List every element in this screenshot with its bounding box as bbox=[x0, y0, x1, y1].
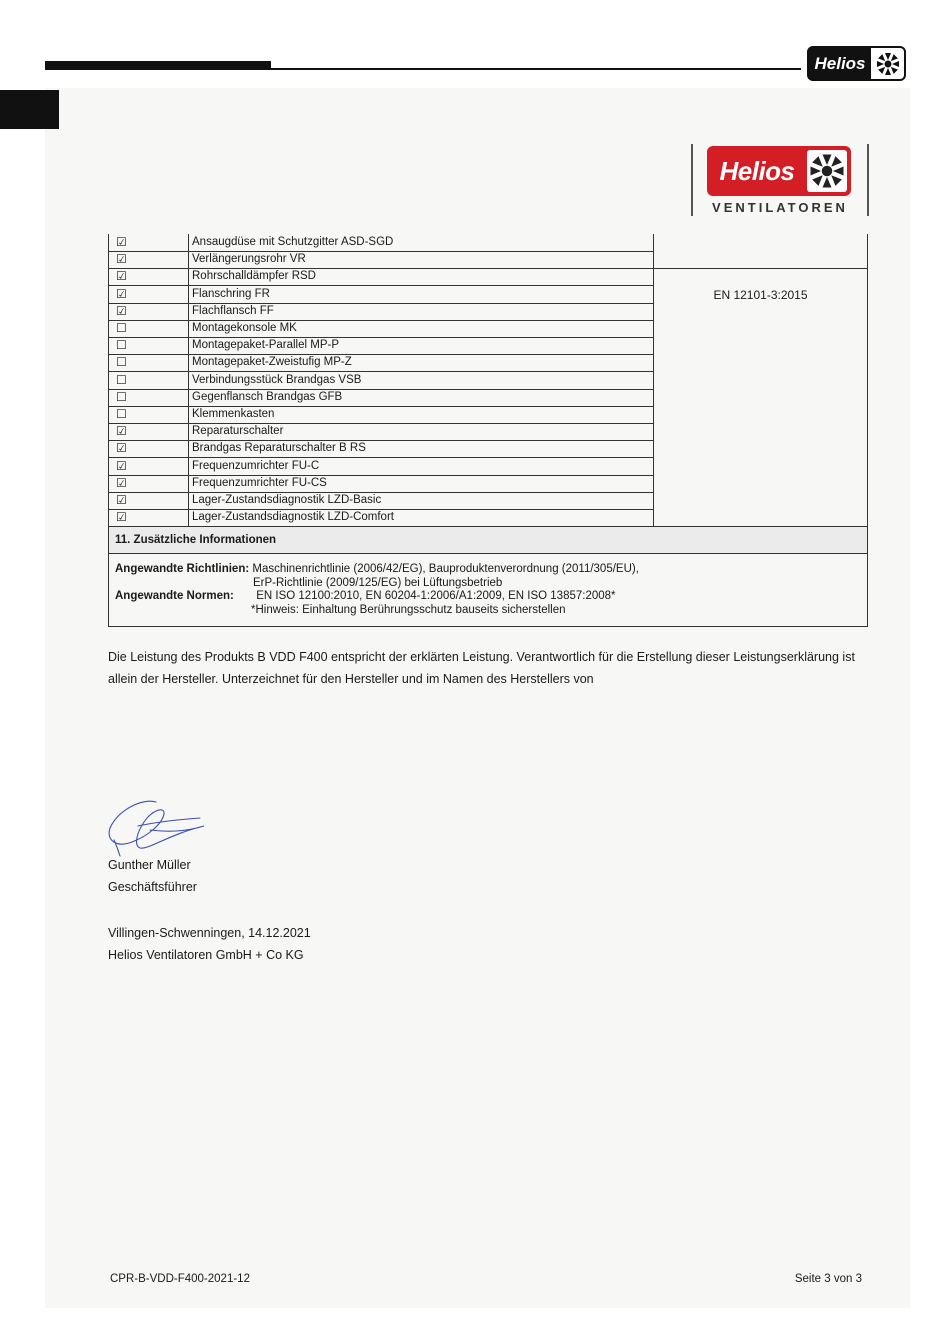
unchecked-box-icon: ☐ bbox=[116, 372, 127, 387]
additional-info bbox=[115, 563, 639, 617]
company-name: Helios Ventilatoren GmbH + Co KG bbox=[108, 948, 304, 962]
accessory-label: Lager-Zustandsdiagnostik LZD-Comfort bbox=[192, 511, 394, 524]
accessory-row bbox=[109, 234, 653, 252]
declaration-line-1: Die Leistung des Produkts B VDD F400 entspricht der erklärten Leistung. Verantwortlich für die Erstellung dieser Leistungserklärung ist bbox=[108, 650, 855, 664]
fan-icon bbox=[807, 150, 847, 192]
accessory-row bbox=[109, 303, 653, 321]
checked-box-icon: ☑ bbox=[116, 424, 127, 439]
fan-icon bbox=[871, 48, 904, 79]
norm-reference: EN 12101-3:2015 bbox=[713, 288, 808, 302]
checked-box-icon: ☑ bbox=[116, 235, 127, 249]
place-date: Villingen-Schwenningen, 14.12.2021 bbox=[108, 926, 311, 940]
accessory-row bbox=[109, 286, 653, 304]
accessory-label: Reparaturschalter bbox=[192, 425, 284, 438]
accessory-label: Klemmenkasten bbox=[192, 408, 275, 420]
checked-box-icon: ☑ bbox=[116, 286, 127, 301]
accessory-row bbox=[109, 354, 653, 372]
checked-box-icon: ☑ bbox=[116, 458, 127, 473]
accessory-label: Flachflansch FF bbox=[192, 304, 274, 317]
accessory-label: Montagepaket-Zweistufig MP-Z bbox=[192, 356, 352, 369]
unchecked-box-icon: ☐ bbox=[116, 407, 127, 421]
accessory-label: Frequenzumrichter FU-C bbox=[192, 459, 320, 472]
logo-subtitle: VENTILATOREN bbox=[712, 200, 848, 215]
header-rule-thick bbox=[45, 61, 271, 70]
accessory-row bbox=[109, 251, 653, 269]
normen-text: EN ISO 12100:2010, EN 60204-1:2006/A1:2009, EN ISO 13857:2008* bbox=[256, 590, 616, 602]
logo-wordmark: Helios bbox=[719, 155, 795, 186]
accessory-label: Gegenflansch Brandgas GFB bbox=[192, 390, 343, 403]
normen-note: *Hinweis: Einhaltung Berührungsschutz bauseits sicherstellen bbox=[251, 603, 566, 616]
accessory-row bbox=[109, 372, 653, 390]
accessory-row bbox=[109, 389, 653, 407]
accessories-table bbox=[108, 234, 868, 627]
helios-logo-large bbox=[691, 144, 869, 216]
accessory-label: Verlängerungsrohr VR bbox=[192, 253, 306, 266]
signer-name: Gunther Müller bbox=[108, 858, 191, 872]
section-title: 11. Zusätzliche Informationen bbox=[115, 534, 277, 546]
signer-role: Geschäftsführer bbox=[108, 880, 197, 894]
side-tab bbox=[0, 90, 59, 129]
accessory-row bbox=[109, 423, 653, 441]
checked-box-icon: ☑ bbox=[116, 441, 127, 456]
document-id: CPR-B-VDD-F400-2021-12 bbox=[110, 1273, 250, 1285]
accessory-row bbox=[109, 509, 653, 527]
accessory-label: Verbindungsstück Brandgas VSB bbox=[192, 373, 362, 386]
richtlinien-text: Maschinenrichtlinie (2006/42/EG), Bauproduktenverordnung (2011/305/EU), bbox=[252, 563, 639, 575]
normen-label: Angewandte Normen: bbox=[115, 590, 234, 602]
richtlinien-label: Angewandte Richtlinien: bbox=[115, 563, 250, 575]
accessory-row bbox=[109, 492, 653, 510]
accessory-row bbox=[109, 406, 653, 424]
accessory-label: Brandgas Reparaturschalter B RS bbox=[192, 442, 366, 455]
accessory-row bbox=[109, 337, 653, 355]
accessory-label: Lager-Zustandsdiagnostik LZD-Basic bbox=[192, 494, 382, 506]
column-divider bbox=[653, 234, 654, 526]
unchecked-box-icon: ☐ bbox=[116, 389, 127, 404]
cell-divider bbox=[654, 268, 867, 269]
header-rule-thin bbox=[271, 68, 801, 70]
checked-box-icon: ☑ bbox=[116, 475, 127, 490]
accessory-row bbox=[109, 320, 653, 338]
logo-wordmark: Helios bbox=[809, 48, 871, 79]
section-heading bbox=[109, 526, 867, 554]
declaration-line-2: allein der Hersteller. Unterzeichnet für den Hersteller und im Namen des Herstellers von bbox=[108, 672, 594, 686]
checked-box-icon: ☑ bbox=[116, 493, 127, 507]
accessory-label: Ansaugdüse mit Schutzgitter ASD-SGD bbox=[192, 236, 394, 248]
accessory-label: Montagepaket-Parallel MP-P bbox=[192, 339, 340, 352]
checked-box-icon: ☑ bbox=[116, 269, 127, 284]
accessory-row bbox=[109, 268, 653, 286]
accessory-row bbox=[109, 440, 653, 458]
logo-plate bbox=[707, 146, 851, 196]
accessory-label: Montagekonsole MK bbox=[192, 322, 297, 334]
accessory-label: Frequenzumrichter FU-CS bbox=[192, 476, 327, 489]
checked-box-icon: ☑ bbox=[116, 303, 127, 318]
checked-box-icon: ☑ bbox=[116, 252, 127, 267]
unchecked-box-icon: ☐ bbox=[116, 338, 127, 353]
helios-logo-small bbox=[807, 46, 906, 81]
accessory-label: Rohrschalldämpfer RSD bbox=[192, 270, 316, 283]
accessory-row bbox=[109, 475, 653, 493]
page-number: Seite 3 von 3 bbox=[794, 1273, 862, 1285]
checked-box-icon: ☑ bbox=[116, 510, 127, 525]
accessory-row bbox=[109, 458, 653, 476]
richtlinien-text-2: ErP-Richtlinie (2009/125/EG) bei Lüftungsbetrieb bbox=[253, 576, 503, 589]
place-block bbox=[108, 922, 311, 966]
declaration-text bbox=[108, 646, 868, 690]
unchecked-box-icon: ☐ bbox=[116, 321, 127, 335]
accessory-label: Flanschring FR bbox=[192, 287, 270, 300]
unchecked-box-icon: ☐ bbox=[116, 355, 127, 370]
signer-block bbox=[108, 854, 197, 898]
